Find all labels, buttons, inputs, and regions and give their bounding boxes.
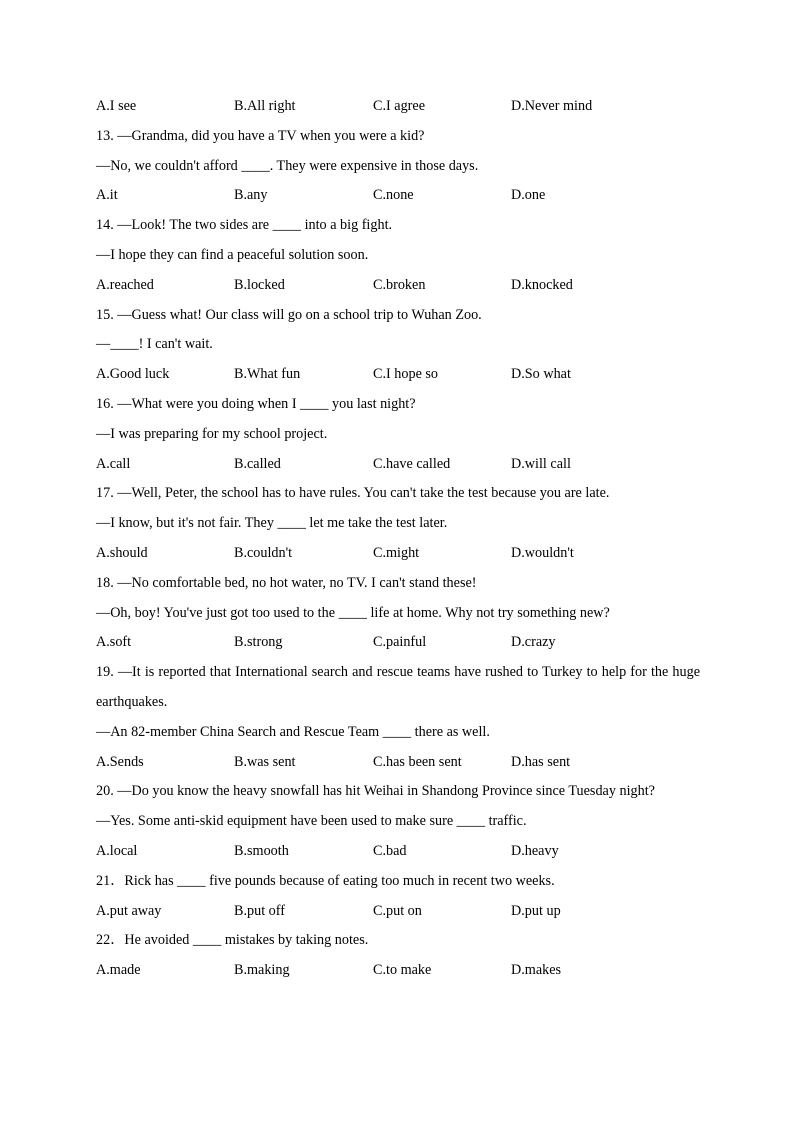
option-a: A.call xyxy=(96,455,131,472)
question-16-prompt: 16. —What were you doing when I ____ you last night? xyxy=(96,395,416,412)
question-18-options xyxy=(96,628,700,658)
question-20-response: —Yes. Some anti-skid equipment have been used to make sure ____ traffic. xyxy=(96,813,527,830)
option-c: C.might xyxy=(373,544,420,561)
option-d: D.will call xyxy=(511,455,571,472)
question-13-prompt: 13. —Grandma, did you have a TV when you were a kid? xyxy=(96,127,425,144)
option-d: D.heavy xyxy=(511,842,559,859)
question-16-options xyxy=(96,450,700,480)
question-14-options xyxy=(96,271,700,301)
option-c: C.painful xyxy=(373,634,427,651)
option-d: D.So what xyxy=(511,366,571,383)
question-15-prompt: 15. —Guess what! Our class will go on a school trip to Wuhan Zoo. xyxy=(96,306,482,323)
option-b: B.couldn't xyxy=(234,544,293,561)
option-c: C.I hope so xyxy=(373,366,439,383)
option-a: A.soft xyxy=(96,634,132,651)
option-b: B.locked xyxy=(234,276,285,293)
option-d: D.one xyxy=(511,187,546,204)
option-a: A.put away xyxy=(96,902,162,919)
question-19-prompt: 19. —It is reported that International search and rescue teams have rushed to Turkey to help for the huge earthquakes. xyxy=(96,664,700,710)
option-c: C.to make xyxy=(373,962,432,979)
question-20-options xyxy=(96,837,700,867)
option-b: B.was sent xyxy=(234,753,296,770)
question-14-prompt: 14. —Look! The two sides are ____ into a big fight. xyxy=(96,217,393,234)
option-c: C.has been sent xyxy=(373,753,462,770)
option-d: D.put up xyxy=(511,902,561,919)
option-b: B.making xyxy=(234,962,290,979)
option-a: A.Sends xyxy=(96,753,144,770)
question-17-prompt: 17. —Well, Peter, the school has to have rules. You can't take the test because you are late. xyxy=(96,485,610,502)
option-b: B.strong xyxy=(234,634,283,651)
question-13-response: —No, we couldn't afford ____. They were expensive in those days. xyxy=(96,157,479,174)
option-c: C.none xyxy=(373,187,414,204)
question-18-prompt: 18. —No comfortable bed, no hot water, no TV. I can't stand these! xyxy=(96,574,477,591)
option-a: A.local xyxy=(96,842,138,859)
option-c: C.have called xyxy=(373,455,451,472)
question-17-response: —I know, but it's not fair. They ____ let me take the test later. xyxy=(96,515,448,532)
question-13-options xyxy=(96,181,700,211)
option-a: A.I see xyxy=(96,98,137,114)
question-21-options xyxy=(96,897,700,927)
question-21-prompt: 21．Rick has ____ five pounds because of eating too much in recent two weeks. xyxy=(96,872,555,889)
question-22-prompt: 22．He avoided ____ mistakes by taking notes. xyxy=(96,932,369,949)
option-b: B.put off xyxy=(234,902,285,919)
question-15-response: —____! I can't wait. xyxy=(96,336,213,353)
option-c: C.put on xyxy=(373,902,422,919)
question-16-response: —I was preparing for my school project. xyxy=(96,425,328,442)
option-c: C.broken xyxy=(373,276,426,293)
option-b: B.called xyxy=(234,455,281,472)
option-b: B.any xyxy=(234,187,268,204)
option-d: D.knocked xyxy=(511,276,573,293)
options-row xyxy=(96,92,700,122)
question-15-options xyxy=(96,360,700,390)
option-a: A.made xyxy=(96,962,141,979)
option-d: D.crazy xyxy=(511,634,556,651)
question-17-options xyxy=(96,539,700,569)
option-b: B.All right xyxy=(234,98,296,114)
option-a: A.should xyxy=(96,544,148,561)
option-d: D.Never mind xyxy=(511,98,593,114)
option-c: C.I agree xyxy=(373,98,425,114)
option-c: C.bad xyxy=(373,842,407,859)
question-list xyxy=(96,92,700,986)
option-d: D.wouldn't xyxy=(511,544,574,561)
option-b: B.What fun xyxy=(234,366,301,383)
option-b: B.smooth xyxy=(234,842,289,859)
option-d: D.has sent xyxy=(511,753,571,770)
option-a: A.reached xyxy=(96,276,154,293)
question-19-options xyxy=(96,748,700,778)
option-a: A.it xyxy=(96,187,118,204)
question-20-prompt: 20. —Do you know the heavy snowfall has hit Weihai in Shandong Province since Tuesday night? xyxy=(96,783,655,800)
option-a: A.Good luck xyxy=(96,366,170,383)
question-19-response: —An 82-member China Search and Rescue Team ____ there as well. xyxy=(96,723,490,740)
option-d: D.makes xyxy=(511,962,562,979)
question-14-response: —I hope they can find a peaceful solution soon. xyxy=(96,246,369,263)
question-22-options xyxy=(96,956,700,986)
question-18-response: —Oh, boy! You've just got too used to the ____ life at home. Why not try something new? xyxy=(96,604,610,621)
